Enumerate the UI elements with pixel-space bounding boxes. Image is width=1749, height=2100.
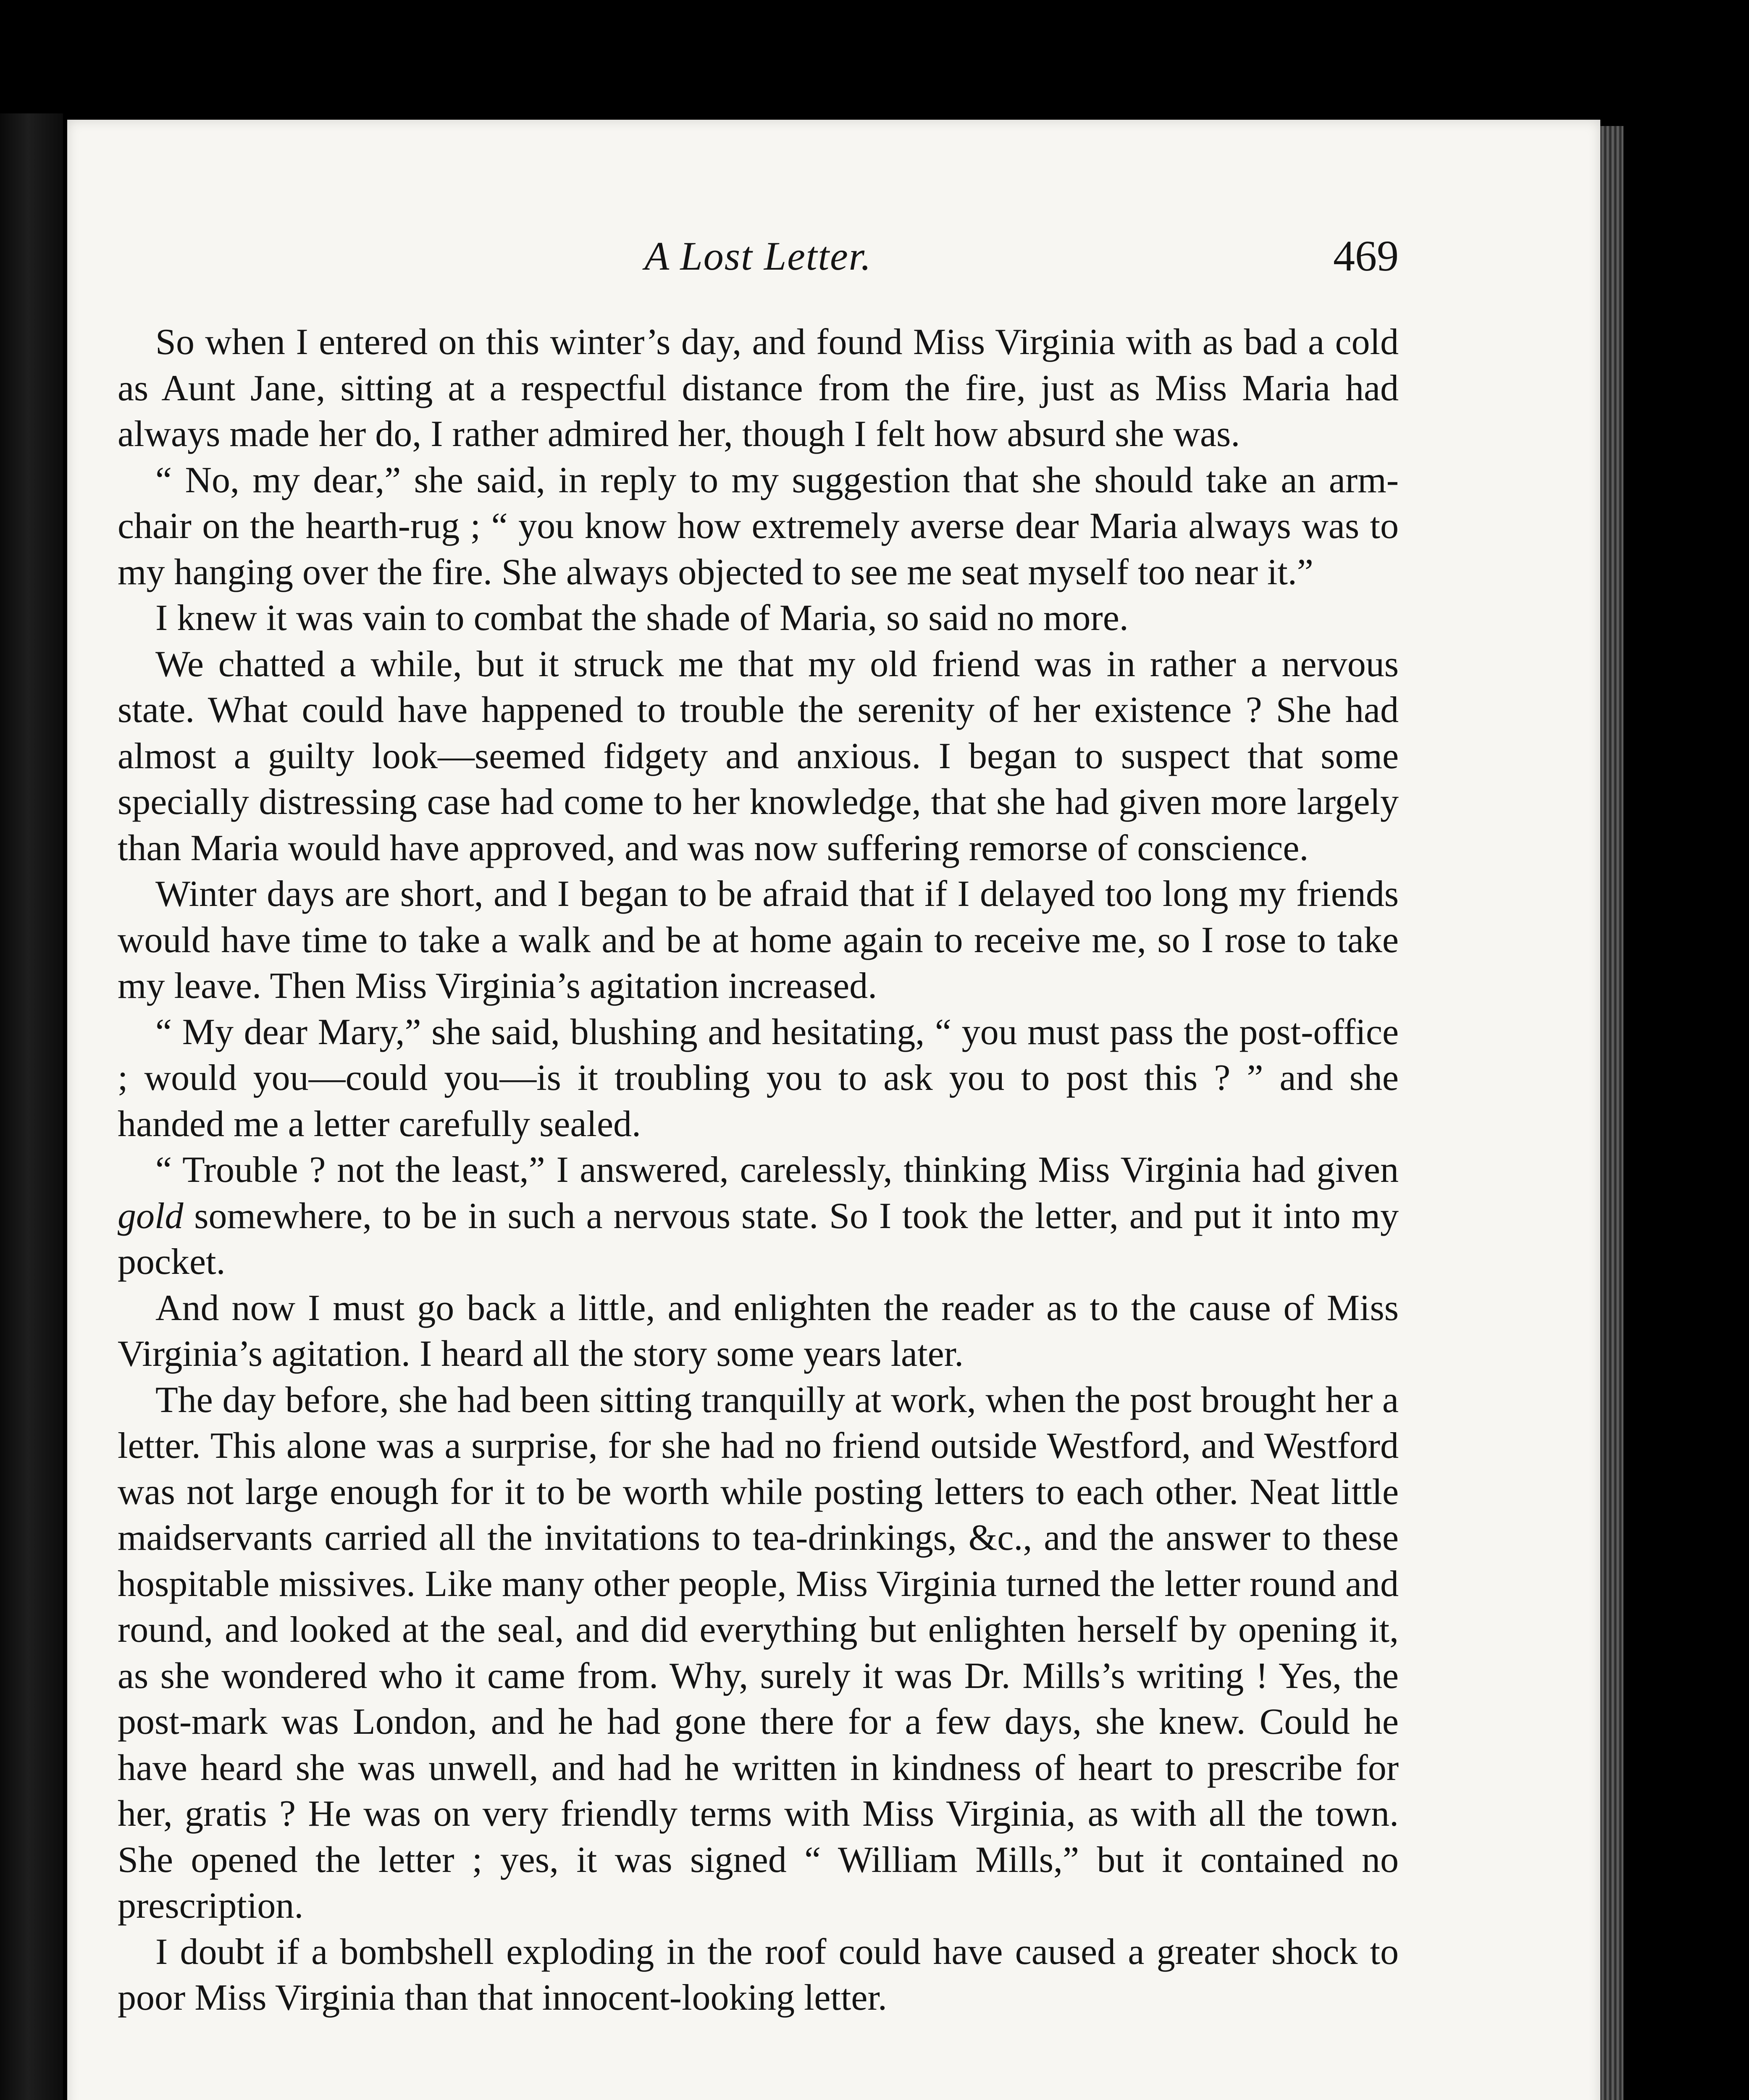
paragraph-6: “ My dear Mary,” she said, blushing and hesitating, “ you must pass the post-office ; would you—could you—is it troubling you to ask you to post this ? ” and she handed me a letter carefully sealed. [118, 1011, 1399, 1144]
paragraph-4: We chatted a while, but it struck me that my old friend was in rather a nervous state. What could have happened to trouble the serenity of her existence ? She had almost a guilty look—seemed fidgety and anxious. I began to suspect that some specially distressing case had come to her knowledge, that she had given more largely than Maria would have approved, and was now suffering remorse of conscience. [118, 643, 1399, 869]
page-number: 469 [1333, 232, 1399, 280]
page-stack-edge [1600, 126, 1623, 2100]
emphasis-gold: gold [118, 1195, 184, 1236]
running-title: A Lost Letter. [644, 234, 872, 278]
running-head [118, 227, 1399, 294]
paragraph-10: I doubt if a bombshell exploding in the roof could have caused a greater shock to poor Miss Virginia than that innocent-looking letter. [118, 1931, 1399, 2018]
paragraph-1: So when I entered on this winter’s day, and found Miss Virginia with as bad a cold as Aunt Jane, sitting at a respectful distance from the fire, just as Miss Maria had always made her do, I rather admired her, though I felt how absurd she was. [118, 322, 1399, 454]
paragraph-7-start: “ Trouble ? not the least,” I answered, carelessly, thinking Miss Virginia had given [155, 1150, 1399, 1190]
paragraph-7-end: somewhere, to be in such a nervous state. So I took the letter, and put it into my pocket. [118, 1195, 1399, 1282]
paragraph-8: And now I must go back a little, and enlighten the reader as to the cause of Miss Virginia’s agitation. I heard all the story some years later. [118, 1287, 1399, 1374]
paragraph-7 [118, 1147, 1399, 1285]
previous-page-edge [0, 113, 63, 2100]
paragraph-5: Winter days are short, and I began to be afraid that if I delayed too long my friends would have time to take a walk and be at home again to receive me, so I rose to take my leave. Then Miss Virginia’s agitation increased. [118, 874, 1399, 1006]
paragraph-2: “ No, my dear,” she said, in reply to my suggestion that she should take an arm-chair on the hearth-rug ; “ you know how extremely averse dear Maria always was to my hanging over the fire. She always objected to see me seat myself too near it.” [118, 459, 1399, 593]
body-text [118, 319, 1399, 2021]
paragraph-3: I knew it was vain to combat the shade of Maria, so said no more. [155, 598, 1129, 638]
paragraph-9: The day before, she had been sitting tranquilly at work, when the post brought her a letter. This alone was a surprise, for she had no friend outside Westford, and Westford was not large enough for it to be worth while posting letters to each other. Neat little maidservants carried all the invitations to tea-drinkings, &c., and the answer to these hospitable missives. Like many other people, Miss Virginia turned the letter round and round, and looked at the seal, and did everything but enlighten herself by opening it, as she wondered who it came from. Why, surely it was Dr. Mills’s writing ! Yes, the post-mark was London, and he had gone there for a few days, she knew. Could he have heard she was unwell, and had he written in kindness of heart to prescribe for her, gratis ? He was on very friendly terms with Miss Virginia, as with all the town. She opened the letter ; yes, it was signed “ William Mills,” but it contained no prescription. [118, 1379, 1399, 1926]
